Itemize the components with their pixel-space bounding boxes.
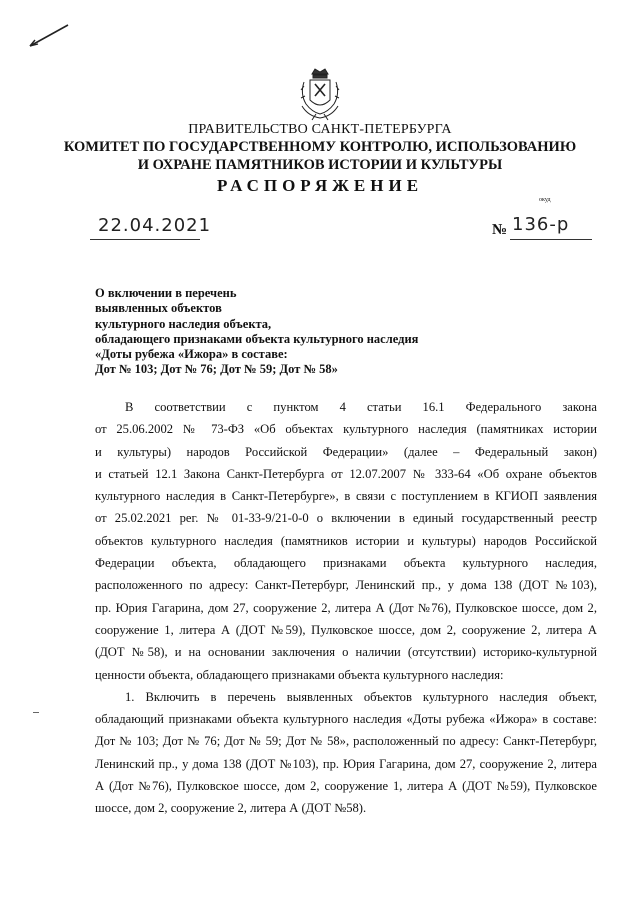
heading-line: Дот № 103; Дот № 76; Дот № 59; Дот № 58» — [95, 362, 338, 377]
body-line: ценности объекта, обладающего признаками объекта культурного наследия: — [95, 667, 504, 682]
margin-mark — [33, 712, 39, 713]
body-line: и статьей 12.1 Закона Санкт-Петербурга от 12.07.2007 № 333-64 «Об охране объектов — [95, 466, 597, 481]
number-underline — [510, 239, 592, 240]
committee-name-line1: КОМИТЕТ ПО ГОСУДАРСТВЕННОМУ КОНТРОЛЮ, ИСПОЛЬЗОВАНИЮ — [63, 139, 577, 155]
heading-line: обладающего признаками объекта культурного наследия — [95, 331, 419, 346]
heading-line: выявленных объектов — [95, 301, 222, 316]
body-line: от 25.06.2002 № 73-ФЗ «Об объектах культурного наследия (памятниках истории — [95, 422, 597, 437]
body-line: (ДОТ №58), и на основании заключения о наличии (отсутствии) историко-культурной — [95, 645, 597, 660]
document-number-prefix: № — [492, 222, 508, 238]
document-date: 22.04.2021 — [98, 215, 212, 236]
body-line: пр. Юрия Гагарина, дом 27, сооружение 2, литера А (Дот №76), Пулковское шоссе, дом 2, — [95, 600, 597, 615]
okud-stamp: окуд — [539, 197, 551, 203]
body-line: расположенного по адресу: Санкт-Петербург, Ленинский пр., у дома 138 (ДОТ №103), — [95, 578, 597, 593]
coat-of-arms-emblem — [298, 66, 342, 122]
body-line: культурного наследия в Санкт-Петербурге», в связи с поступлением в КГИОП заявления — [95, 489, 597, 504]
body-line: Дот № 103; Дот № 76; Дот № 59; Дот № 58», расположенный по адресу: Санкт-Петербург, — [95, 734, 597, 749]
body-line: объектов культурного наследия (памятников истории и культуры) народов Российской — [95, 533, 597, 548]
body-line: Федерации объекта, обладающего признаками объекта культурного наследия, — [95, 556, 597, 571]
heading-line: культурного наследия объекта, — [95, 316, 272, 331]
document-heading — [95, 286, 418, 378]
body-line: сооружение 1, литера А (ДОТ №59), Пулковское шоссе, дом 2, сооружение 2, литера А — [95, 622, 597, 637]
committee-name-line2: И ОХРАНЕ ПАМЯТНИКОВ ИСТОРИИ И КУЛЬТУРЫ — [137, 157, 503, 173]
heading-line: О включении в перечень — [95, 286, 237, 300]
body-line: В соответствии с пунктом 4 статьи 16.1 Федерального закона — [125, 400, 597, 414]
body-line: А (Дот №76), Пулковское шоссе, дом 2, сооружение 1, литера А (ДОТ №59), Пулковское — [95, 779, 597, 794]
body-line: шоссе, дом 2, сооружение 2, литера А (ДОТ №58). — [95, 801, 367, 816]
document-body — [95, 396, 597, 820]
body-line: и культуры) народов Российской Федерации» (далее – Федеральный закон) — [95, 444, 597, 459]
body-line: Ленинский пр., у дома 138 (ДОТ №103), пр. Юрия Гагарина, дом 27, сооружение 2, литера — [95, 756, 597, 771]
date-underline — [90, 239, 200, 240]
document-number: 136-р — [512, 214, 570, 235]
heading-line: «Доты рубежа «Ижора» в составе: — [95, 347, 288, 362]
body-line: 1. Включить в перечень выявленных объектов культурного наследия объект, — [125, 689, 597, 704]
body-line: от 25.02.2021 рег. № 01-33-9/21-0-0 о включении в единый государственный реестр — [95, 511, 597, 526]
handwritten-mark — [28, 22, 72, 50]
government-name: ПРАВИТЕЛЬСТВО САНКТ-ПЕТЕРБУРГА — [188, 122, 452, 137]
body-line: обладающий признаками объекта культурного наследия «Доты рубежа «Ижора» в составе: — [95, 712, 597, 727]
document-type: РАСПОРЯЖЕНИЕ — [216, 176, 424, 195]
